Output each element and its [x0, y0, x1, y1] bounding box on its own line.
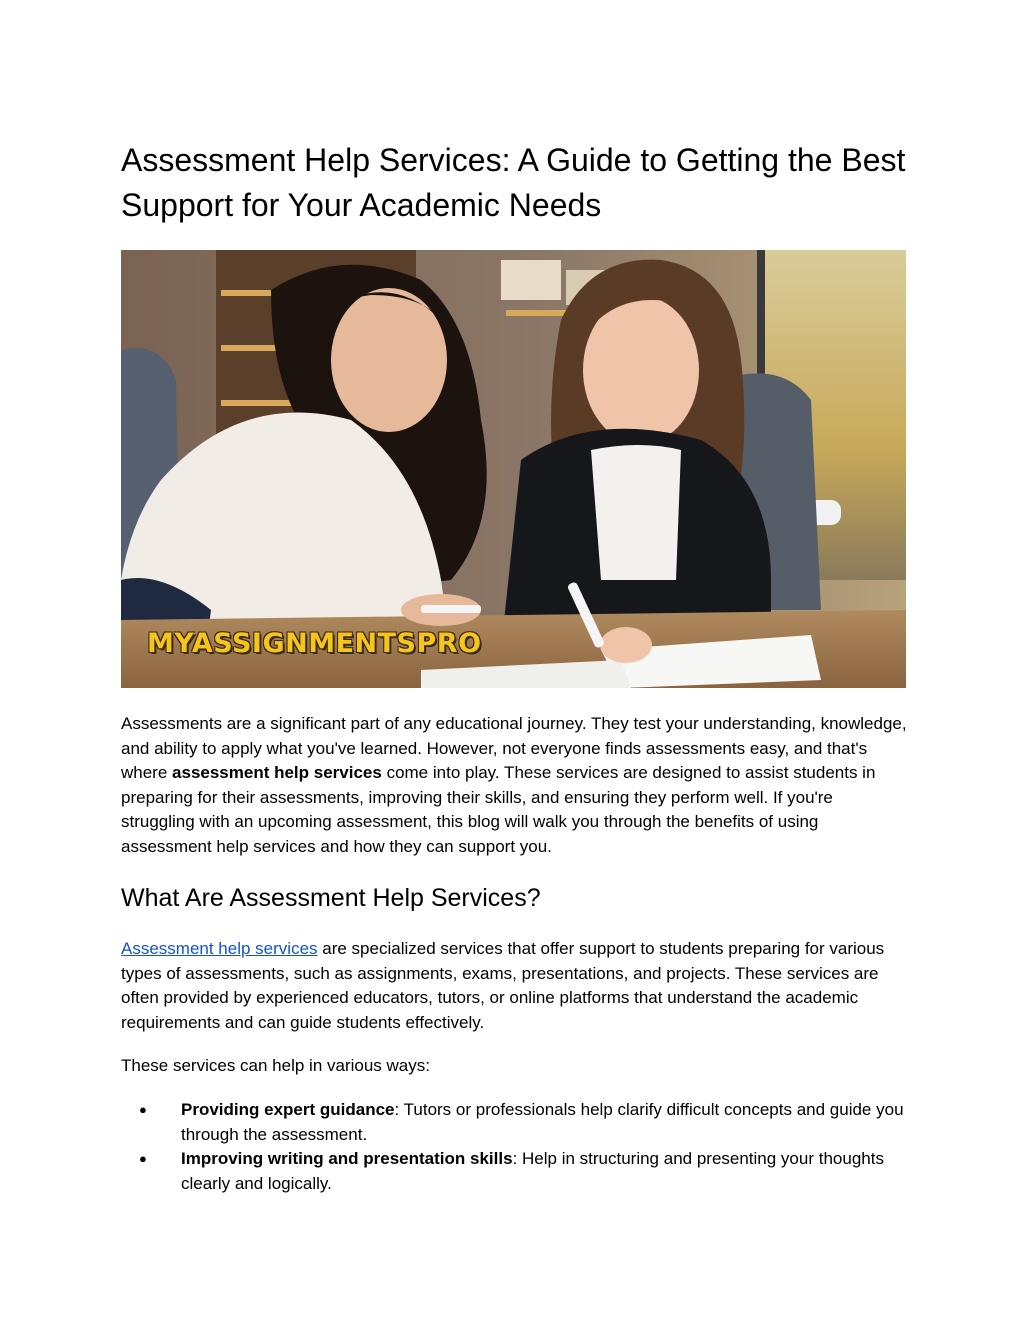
- bullet-icon: ●: [139, 1151, 147, 1166]
- list-item-text: : Help in structuring and presenting your thoughts clearly and logically.: [181, 1149, 884, 1193]
- ways-list: [121, 1098, 911, 1196]
- list-item-text: : Tutors or professionals help clarify difficult concepts and guide you through the assessment.: [181, 1100, 904, 1144]
- list-item: [121, 1147, 911, 1196]
- bullet-icon: ●: [139, 1102, 147, 1117]
- intro-bold-term: assessment help services: [172, 763, 382, 782]
- intro-text-1: Assessments are a significant part of any educational journey. They test your understanding, knowledge, and ability to apply what you've learned. However, not everyone finds assessments easy, and that's where: [121, 714, 907, 782]
- section-heading: What Are Assessment Help Services?: [121, 884, 541, 912]
- list-item: [121, 1098, 911, 1147]
- definition-text: are specialized services that offer support to students preparing for various types of assessments, such as assignments, exams, presentations, and projects. These services are often provided by experienced educators, tutors, or online platforms that understand the academic requirements and can guide students effectively.: [121, 939, 885, 1032]
- ways-intro: These services can help in various ways:: [121, 1056, 430, 1075]
- hero-image: [121, 250, 906, 688]
- list-item-title: Improving writing and presentation skills: [181, 1149, 513, 1168]
- intro-paragraph: [121, 712, 911, 859]
- definition-paragraph: [121, 937, 911, 1035]
- intro-text-2: come into play. These services are designed to assist students in preparing for their assessments, improving their skills, and ensuring they perform well. If you're struggling with an upcoming assessment, this blog will walk you through the benefits of using assessment help services and how they can support you.: [121, 763, 876, 856]
- list-item-title: Providing expert guidance: [181, 1100, 395, 1119]
- hero-photo-illustration: [121, 250, 906, 688]
- brand-watermark: MYASSIGNMENTSPRO: [147, 628, 482, 659]
- document-title: Assessment Help Services: A Guide to Getting the Best Support for Your Academic Needs: [121, 142, 906, 223]
- assessment-help-services-link[interactable]: Assessment help services: [121, 939, 318, 958]
